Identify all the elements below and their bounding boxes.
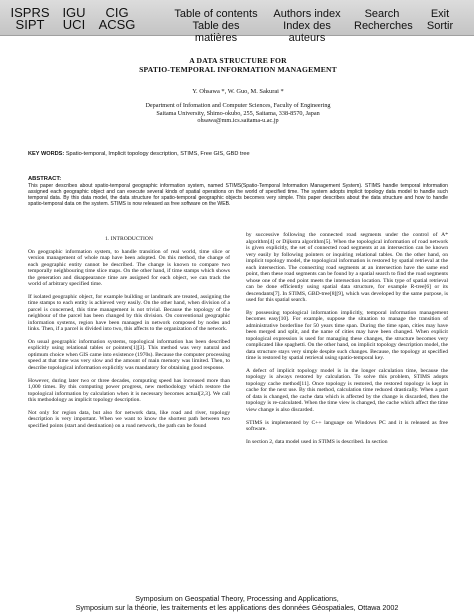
paragraph: However, during later two or three decades, computing speed has increased more than 1,000 times. By this computing power progress, new methodology which restore the topological information by calculation when it is necessary becomes actual[2,3]. We call this methodology as implicit topology description. (28, 377, 230, 404)
nav-toc-fr: Table des matières (192, 20, 240, 44)
nav-exit-fr: Sortir (426, 20, 454, 32)
paragraph: A defect of implicit topology model is in the longer calculation time, because the topology is always restored by calculation. To solve this problem, STIMS adopts topology cache method[11]. Once topology is restored, the restored topology is kept in cache for the next use. By this method, calculation time reduced drastically. When a part of data is changed, the cache data which is affected by the change is discarded, then the topology is re-calculated. When the time view is changed, the cache which affect the time view change is also discarded. (246, 367, 448, 413)
nav-exit-link[interactable] (414, 8, 466, 32)
keywords-text: Spatio-temporal, Implicit topology description, STIMS, Free GIS, GBD tree (64, 151, 250, 157)
nav-toc-en: Table of contents (174, 8, 258, 20)
paragraph: On geographic information system, to handle transition of real world, time slice or version management of whole map have been adopted. On this method, the change of each geographic entity cannot be described. The change is known to compare two temporally neighbouring time slice maps. On the other hand, if time stamps which shows the generation and disappearance time are assigned for each object, we can track the world of arbitrary specified time. (28, 248, 230, 287)
nav-sipt-label: SIPT (15, 17, 45, 32)
section-heading-introduction: 1. INTRODUCTION (105, 236, 153, 242)
title-line-1: A DATA STRUCTURE FOR (189, 56, 287, 65)
nav-authors-link[interactable] (264, 8, 350, 44)
nav-search-link[interactable] (354, 8, 413, 32)
keywords-label: KEY WORDS: (28, 151, 65, 157)
paragraph: by successive following the connected road segments under the control of A* algorithm[4] or Dijkstra algorithm[5]. When the topological information of road network is given explicitly, the set of connected road segments at an intersection can be known very easily by following pointers or inquiring relational tables. On the other hand, on implicit topology model, the topological information is restored by spatial retrieval at the each intersection. The connecting road segments at an intersection have the same end point, then these road segments can be found by a spatial search to find the road segments whose one of the end point meets the intersection location. This type of spatial retrieval can be done efficiently using spatial data structure, for example R-tree[6] or its descendants[7]. In STIMS, GBD-tree[8][9], which was developed by the same purpose, is used for this spatial search. (246, 232, 448, 303)
nav-bar (0, 0, 474, 44)
affiliation (28, 102, 448, 125)
nav-authors-fr: Index des auteurs (283, 20, 331, 44)
paper-title (28, 56, 448, 74)
title-line-2: SPATIO-TEMPORAL INFORMATION MANAGEMENT (139, 65, 337, 74)
left-column (28, 234, 230, 435)
footer-line-2: Symposium sur la théorie, les traitements et les applications des données Géospatiales, Ottawa 2002 (75, 603, 399, 612)
abstract-text: This paper describes about spatio-temporal geographic information system, named STIMS(Spatio-Temporal Information Management System). STIMS handle temporal information assigned each geographic object and can execute several kinds of spatial operations on the world of specified time. The system adopts implicit topology data model to handle such temporal data. By this data model, the data structure for spatio-temporal geographic objects becomes very simple. This paper describes about the data structure and how to handle spatio-temporal data on the system. STIMS is now released as free software on the WEB. (28, 183, 448, 208)
paragraph: In section 2, data model used in STIMS is described. In section (246, 438, 388, 445)
nav-isprs-link[interactable] (8, 7, 52, 31)
symposium-footer (0, 594, 474, 612)
nav-toc-link[interactable] (170, 8, 262, 44)
nav-exit-en: Exit (430, 8, 450, 20)
paragraph: On usual geographic information systems, topological information has been described explicitly using relational tables or pointers[1][3]. This method was very natural and optimum choice when GIS came into existence (1970s). Because the computer processing speed at that time was very slow and the amount of main memory was limited. Then, to describe topological information explicitly was mandatory for obtaining good response. (28, 338, 230, 371)
affiliation-line-1: Department of Infomation and Computer Sciences, Faculty of Engineering (145, 102, 331, 109)
footer-line-1: Symposium on Geospatial Theory, Processing and Applications, (135, 594, 339, 603)
affiliation-line-2: Saitama University, Shimo-okubo, 255, Saitama, 338-8570, Japan (156, 109, 320, 117)
keywords (28, 151, 448, 157)
right-column (246, 232, 448, 451)
abstract-heading: ABSTRACT: (28, 176, 62, 182)
nav-igu-link[interactable] (56, 7, 92, 31)
nav-authors-en: Authors index (273, 8, 341, 20)
author-list: Y. Ohsawa *, W. Guo, M. Sakurai * (192, 88, 284, 95)
nav-igu-label: IGU (62, 5, 86, 20)
nav-isprs-label: ISPRS (10, 5, 50, 20)
nav-search-fr: Recherches (354, 20, 413, 32)
paragraph: If isolated geographic object, for example building or landmark are treated, assigning the time stamps to each entity is achieved very easily. On the other hand, when division of a parcel is concerned, this time management is not trivial. Because the topology of the neighbour of the parcel has been changed by this division. On conventional geographic information systems, region have been managed in network composed by nodes and links. Then, if a parcel is divided into two, this affects to the organization of the network. (28, 293, 230, 333)
nav-cig-label: CIG (105, 5, 129, 20)
nav-cig-link[interactable] (96, 7, 138, 31)
nav-search-en: Search (364, 8, 400, 20)
paragraph: STIMS is implemented by C++ language on Windows PC and it is released as free software. (246, 419, 448, 433)
nav-uci-label: UCI (62, 17, 86, 32)
affiliation-email: ohsawa@mm.ics.saitama-u.ac.jp (197, 117, 279, 125)
nav-acsg-label: ACSG (98, 17, 136, 32)
paragraph: By possessing topological information implicitly, temporal information management becomes easy[10]. For example, suppose the situation to manage the transition of administrative borderline for 50 years time span. During the time span, cities may have been merged and split, and the name of cities may have been changed. When explicit topological expression is used for managing these changes, the structure becomes very complicated like spaghetti. On the other hand, on implicit topology description model, the data structure stays very simple despite such changes. Because, the topology at specified time is restored by spatial retrieval using spatio-temporal key. (246, 309, 448, 362)
paragraph: Not only for region data, but also for network data, like road and river, topology description is very important. When we want to know the shortest path between two specified points (start and destination) on a road network, the path can be found (28, 409, 230, 429)
